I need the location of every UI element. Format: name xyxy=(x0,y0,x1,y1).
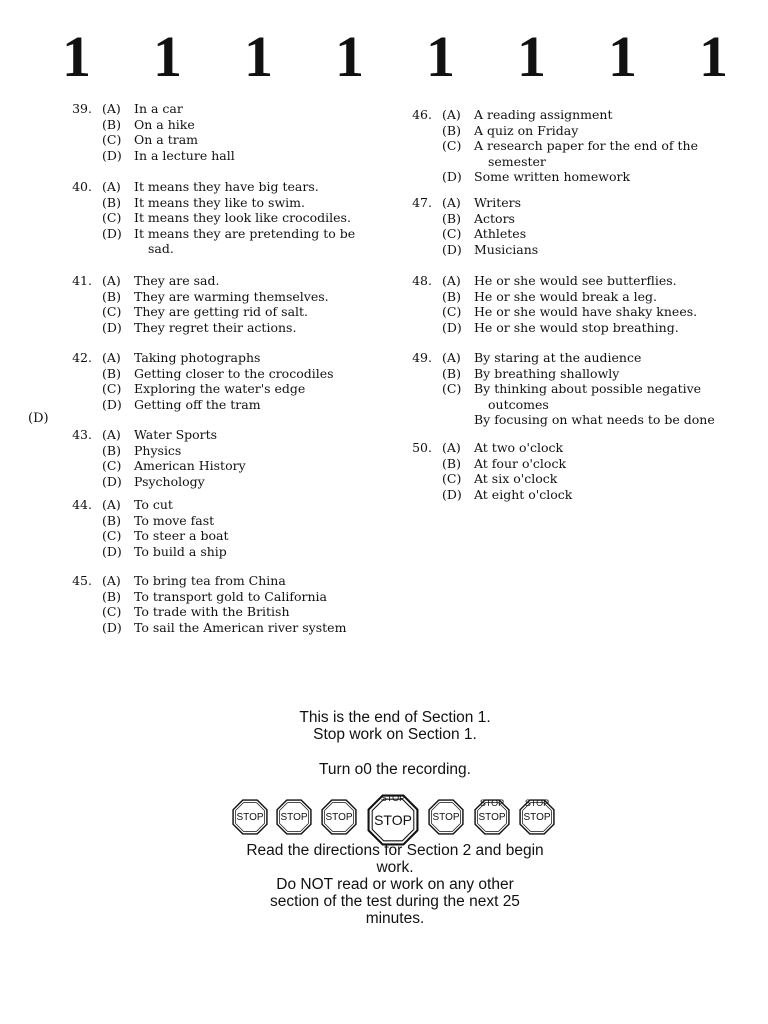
option-letter: (C) xyxy=(102,458,122,474)
stop-sign-label: STOP xyxy=(236,811,264,823)
notice-line: section of the test during the next 25 xyxy=(270,893,520,910)
stop-sign-icon xyxy=(276,799,312,835)
option-text: To steer a boat xyxy=(134,528,229,544)
option-text: American History xyxy=(134,458,246,474)
option-letter: (C) xyxy=(102,604,122,620)
option-text: A reading assignment xyxy=(474,107,613,122)
option-letter: (B) xyxy=(442,365,461,381)
answer-option xyxy=(102,458,246,474)
answer-option xyxy=(442,440,563,456)
answer-option xyxy=(102,620,346,636)
option-letter: (B) xyxy=(442,455,461,471)
stop-sign-icon xyxy=(519,799,555,835)
answer-option xyxy=(442,487,572,503)
option-letter: (B) xyxy=(102,512,121,528)
answer-option xyxy=(102,350,260,366)
option-letter: (A) xyxy=(442,273,461,288)
option-letter: (D) xyxy=(442,319,462,335)
answer-option xyxy=(102,101,183,117)
question-number: 43. xyxy=(72,427,92,442)
option-letter: (C) xyxy=(442,138,462,154)
answer-option xyxy=(442,242,538,258)
option-text: Physics xyxy=(134,442,182,458)
option-text: Getting off the tram xyxy=(134,396,261,412)
recording-notice: Turn o0 the recording. xyxy=(319,761,471,778)
option-letter: (B) xyxy=(442,210,461,226)
option-letter: (D) xyxy=(102,225,122,241)
option-text: By thinking about possible negative xyxy=(474,381,702,397)
option-letter: (B) xyxy=(442,288,461,304)
option-text: To move fast xyxy=(134,512,215,528)
notice-line: Do NOT read or work on any other xyxy=(276,876,514,893)
question-number: 49. xyxy=(412,350,432,365)
option-text: In a lecture hall xyxy=(134,147,235,163)
option-letter: (A) xyxy=(442,195,461,210)
answer-option xyxy=(442,350,641,366)
option-letter: (A) xyxy=(442,440,461,455)
section-number: 1 xyxy=(517,24,546,89)
notice-line: Read the directions for Section 2 and begin xyxy=(246,842,544,859)
option-text-continued: semester xyxy=(488,153,546,169)
notice-line: minutes. xyxy=(365,910,425,927)
option-text: To trade with the British xyxy=(134,604,290,620)
answer-option xyxy=(102,544,227,560)
question-number: 42. xyxy=(72,350,92,365)
answer-option xyxy=(102,195,305,211)
stop-sign-icon xyxy=(321,799,357,835)
answer-option xyxy=(102,226,355,242)
answer-option xyxy=(102,117,195,133)
stop-sign-label: STOP xyxy=(523,811,551,823)
option-letter: (B) xyxy=(102,116,121,132)
question-number: 50. xyxy=(412,440,432,455)
notice-line: This is the end of Section 1. xyxy=(299,709,491,726)
answer-option xyxy=(442,412,715,428)
stop-sign-label: STOP xyxy=(325,811,353,823)
answer-option xyxy=(442,320,679,336)
section-number: 1 xyxy=(244,24,273,89)
option-text: At four o'clock xyxy=(474,455,567,471)
answer-option xyxy=(442,289,657,305)
answer-option xyxy=(442,304,697,320)
answer-option xyxy=(442,123,578,139)
stop-sign-row xyxy=(228,794,568,844)
option-text: At two o'clock xyxy=(474,440,564,455)
option-text: Athletes xyxy=(474,226,527,242)
stray-option-letter: (D) xyxy=(28,411,49,426)
option-letter: (C) xyxy=(102,304,122,320)
option-letter: (D) xyxy=(442,241,462,257)
answer-option xyxy=(102,604,290,620)
question-number: 44. xyxy=(72,497,92,512)
option-letter: (B) xyxy=(102,194,121,210)
option-letter: (C) xyxy=(102,132,122,148)
option-text-continued: sad. xyxy=(148,241,174,257)
option-text: Water Sports xyxy=(134,427,218,442)
answer-option xyxy=(442,107,613,123)
option-letter: (A) xyxy=(102,497,121,512)
answer-option xyxy=(102,381,305,397)
option-letter: (A) xyxy=(102,427,121,442)
option-letter: (D) xyxy=(102,319,122,335)
question-number: 40. xyxy=(72,179,92,194)
answer-option xyxy=(102,210,351,226)
option-text: To cut xyxy=(134,497,173,512)
end-section-notice xyxy=(220,709,570,743)
stop-sign-label: STOP xyxy=(432,811,460,823)
option-text: It means they look like crocodiles. xyxy=(134,210,351,226)
stop-sign-label: STOP xyxy=(374,812,412,828)
option-letter: (A) xyxy=(102,179,121,194)
option-letter: (D) xyxy=(442,169,462,185)
section-number: 1 xyxy=(699,24,728,89)
stop-sign-icon xyxy=(428,799,464,835)
option-text: It means they like to swim. xyxy=(134,194,305,210)
notice-line: Stop work on Section 1. xyxy=(313,726,477,743)
option-letter: (B) xyxy=(102,288,121,304)
option-letter: (C) xyxy=(442,304,462,320)
option-text: To build a ship xyxy=(134,543,227,559)
section-number: 1 xyxy=(426,24,455,89)
option-text: He or she would break a leg. xyxy=(474,288,658,304)
option-text: By breathing shallowly xyxy=(474,365,620,381)
answer-option xyxy=(102,589,327,605)
option-text: Some written homework xyxy=(474,169,631,185)
stop-sign-icon xyxy=(232,799,268,835)
stop-sign-label: STOP xyxy=(280,811,308,823)
option-letter: (D) xyxy=(102,543,122,559)
answer-option xyxy=(442,471,557,487)
option-text: It means they have big tears. xyxy=(134,179,319,194)
option-letter: (C) xyxy=(442,471,462,487)
answer-option xyxy=(102,366,334,382)
answer-option xyxy=(102,497,173,513)
section-number: 1 xyxy=(62,24,91,89)
option-text: To bring tea from China xyxy=(134,573,286,588)
option-text: Taking photographs xyxy=(134,350,261,365)
answer-option xyxy=(102,148,235,164)
option-text: They are sad. xyxy=(134,273,220,288)
option-text: To sail the American river system xyxy=(134,619,347,635)
answer-option xyxy=(102,132,198,148)
question-number: 48. xyxy=(412,273,432,288)
option-text: At eight o'clock xyxy=(474,486,573,502)
option-letter: (B) xyxy=(442,122,461,138)
option-text: Musicians xyxy=(474,241,539,257)
answer-option xyxy=(442,366,619,382)
option-letter: (B) xyxy=(102,365,121,381)
section-number-banner xyxy=(0,24,768,89)
option-text: Psychology xyxy=(134,473,205,489)
option-text: To transport gold to California xyxy=(134,588,327,604)
option-text: Writers xyxy=(474,195,522,210)
question-number: 39. xyxy=(72,101,92,116)
option-text-continued: outcomes xyxy=(488,396,549,412)
answer-option xyxy=(102,273,219,289)
stop-sign-label: STOP xyxy=(478,811,506,823)
answer-option xyxy=(102,443,181,459)
answer-option xyxy=(442,381,701,397)
answer-option xyxy=(102,573,286,589)
option-letter: (D) xyxy=(442,486,462,502)
option-letter: (D) xyxy=(102,147,122,163)
section-number: 1 xyxy=(335,24,364,89)
option-text: They regret their actions. xyxy=(134,319,297,335)
option-text: They are getting rid of salt. xyxy=(134,304,309,320)
option-letter: (A) xyxy=(102,573,121,588)
section-number: 1 xyxy=(608,24,637,89)
stop-sign-top-label: STOP xyxy=(524,798,550,808)
answer-option xyxy=(442,226,526,242)
option-text: At six o'clock xyxy=(474,471,558,487)
answer-option xyxy=(442,195,521,211)
option-letter: (C) xyxy=(102,381,122,397)
option-letter: (C) xyxy=(442,226,462,242)
option-letter: (B) xyxy=(102,442,121,458)
question-number: 41. xyxy=(72,273,92,288)
option-letter: (A) xyxy=(102,350,121,365)
option-text: Getting closer to the crocodiles xyxy=(134,365,334,381)
question-number: 45. xyxy=(72,573,92,588)
answer-option xyxy=(102,427,217,443)
answer-option xyxy=(442,211,515,227)
option-letter: (A) xyxy=(442,107,461,122)
option-letter: (D) xyxy=(102,396,122,412)
answer-option xyxy=(102,513,214,529)
question-number: 47. xyxy=(412,195,432,210)
answer-option xyxy=(102,179,319,195)
question-number: 46. xyxy=(412,107,432,122)
option-text: They are warming themselves. xyxy=(134,288,329,304)
option-letter: (B) xyxy=(102,588,121,604)
option-letter: (D) xyxy=(102,473,122,489)
option-text: A research paper for the end of the xyxy=(474,138,699,154)
option-letter: (A) xyxy=(102,273,121,288)
stop-sign-top-label: STOP xyxy=(380,793,406,803)
answer-option xyxy=(442,273,677,289)
section-number: 1 xyxy=(153,24,182,89)
answer-option xyxy=(102,320,296,336)
answer-option xyxy=(102,528,228,544)
option-letter: (A) xyxy=(102,101,121,116)
option-letter: (C) xyxy=(102,210,122,226)
option-letter: (D) xyxy=(102,619,122,635)
option-text: By staring at the audience xyxy=(474,350,642,365)
option-text: By focusing on what needs to be done xyxy=(474,412,715,428)
answer-option xyxy=(442,169,630,185)
option-text: He or she would see butterflies. xyxy=(474,273,677,288)
stop-sign-icon xyxy=(474,799,510,835)
option-text: Exploring the water's edge xyxy=(134,381,306,397)
option-text: He or she would stop breathing. xyxy=(474,319,679,335)
option-letter: (C) xyxy=(102,528,122,544)
answer-option xyxy=(442,138,698,154)
option-letter: (A) xyxy=(442,350,461,365)
answer-option xyxy=(102,289,329,305)
answer-option xyxy=(102,397,261,413)
option-text: He or she would have shaky knees. xyxy=(474,304,698,320)
answer-option xyxy=(102,304,308,320)
option-text: On a tram xyxy=(134,132,199,148)
stop-sign-icon xyxy=(367,794,419,846)
option-text: A quiz on Friday xyxy=(474,122,579,138)
option-text: Actors xyxy=(474,210,515,226)
notice-line: work. xyxy=(376,859,414,876)
stop-sign-top-label: STOP xyxy=(479,798,505,808)
option-letter: (C) xyxy=(442,381,462,397)
option-text: On a hike xyxy=(134,116,195,132)
option-text: It means they are pretending to be xyxy=(134,225,356,241)
directions-notice xyxy=(220,842,570,927)
answer-option xyxy=(442,456,566,472)
option-text: In a car xyxy=(134,101,183,116)
answer-option xyxy=(102,474,205,490)
